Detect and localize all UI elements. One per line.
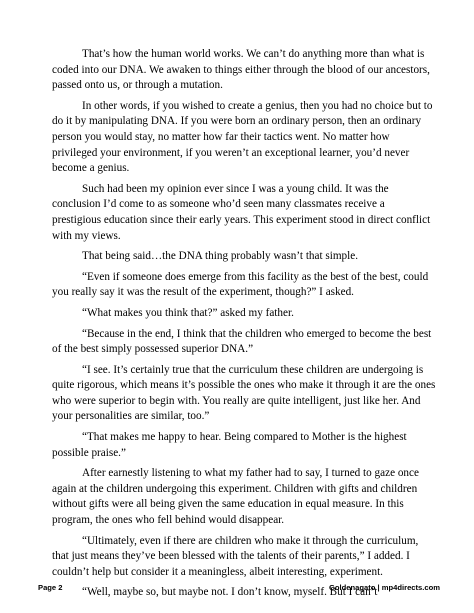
paragraph-2: In other words, if you wished to create a genius, then you had no choice but to do it by manipulating DNA. If you were born an ordinary person, then an ordinary person you would stay, no matter how far their tactics went. No matter how privileged your environment, if you weren’t an exceptional learner, you’d never become a genius. bbox=[52, 99, 433, 175]
site-credit: Goldenagato | mp4directs.com bbox=[329, 583, 440, 592]
paragraph-6: “What makes you think that?” asked my father. bbox=[82, 306, 294, 319]
paragraph-1: That’s how the human world works. We can’t do anything more than what is coded into our DNA. We awaken to things either through the blood of our ancestors, passed onto us, or through a mutation. bbox=[52, 48, 430, 92]
paragraph-8: “I see. It’s certainly true that the curriculum these children are undergoing is quite rigorous, which means it’s possible the ones who make it through it are the ones who were superior to begin with. You really are quite intelligent, just like her. And your personalities are similar, too.” bbox=[52, 363, 436, 423]
page-number-label: Page 2 bbox=[38, 583, 63, 592]
paragraph-10: After earnestly listening to what my father had to say, I turned to gaze once again at the children undergoing this experiment. Children with gifts and children without gifts were all being given the same education in equal measure. In this program, the ones who fell behind would disappear. bbox=[52, 467, 419, 527]
paragraph-4: That being said…the DNA thing probably wasn’t that simple. bbox=[82, 250, 359, 263]
paragraph-12: “Well, maybe so, but maybe not. I don’t know, myself. But I can’t bbox=[82, 586, 378, 599]
paragraph-3: Such had been my opinion ever since I was a young child. It was the conclusion I’d come to as someone who’d seen many classmates receive a prestigious education since their early years. This experiment stood in direct conflict with my views. bbox=[52, 182, 431, 242]
paragraph-11: “Ultimately, even if there are children who make it through the curriculum, that just means they’ve been blessed with the talents of their parents,” I added. I couldn’t help but consider it a meaningless, albeit interesting, experiment. bbox=[52, 534, 419, 578]
page-footer bbox=[38, 583, 440, 597]
body-text bbox=[52, 47, 436, 606]
paragraph-9: “That makes me happy to hear. Being compared to Mother is the highest possible praise.” bbox=[52, 431, 407, 459]
paragraph-7: “Because in the end, I think that the children who emerged to become the best of the best simply possessed superior DNA.” bbox=[52, 327, 432, 356]
paragraph-5: “Even if someone does emerge from this facility as the best of the best, could you really say it was the result of the experiment, though?” I asked. bbox=[52, 270, 429, 299]
